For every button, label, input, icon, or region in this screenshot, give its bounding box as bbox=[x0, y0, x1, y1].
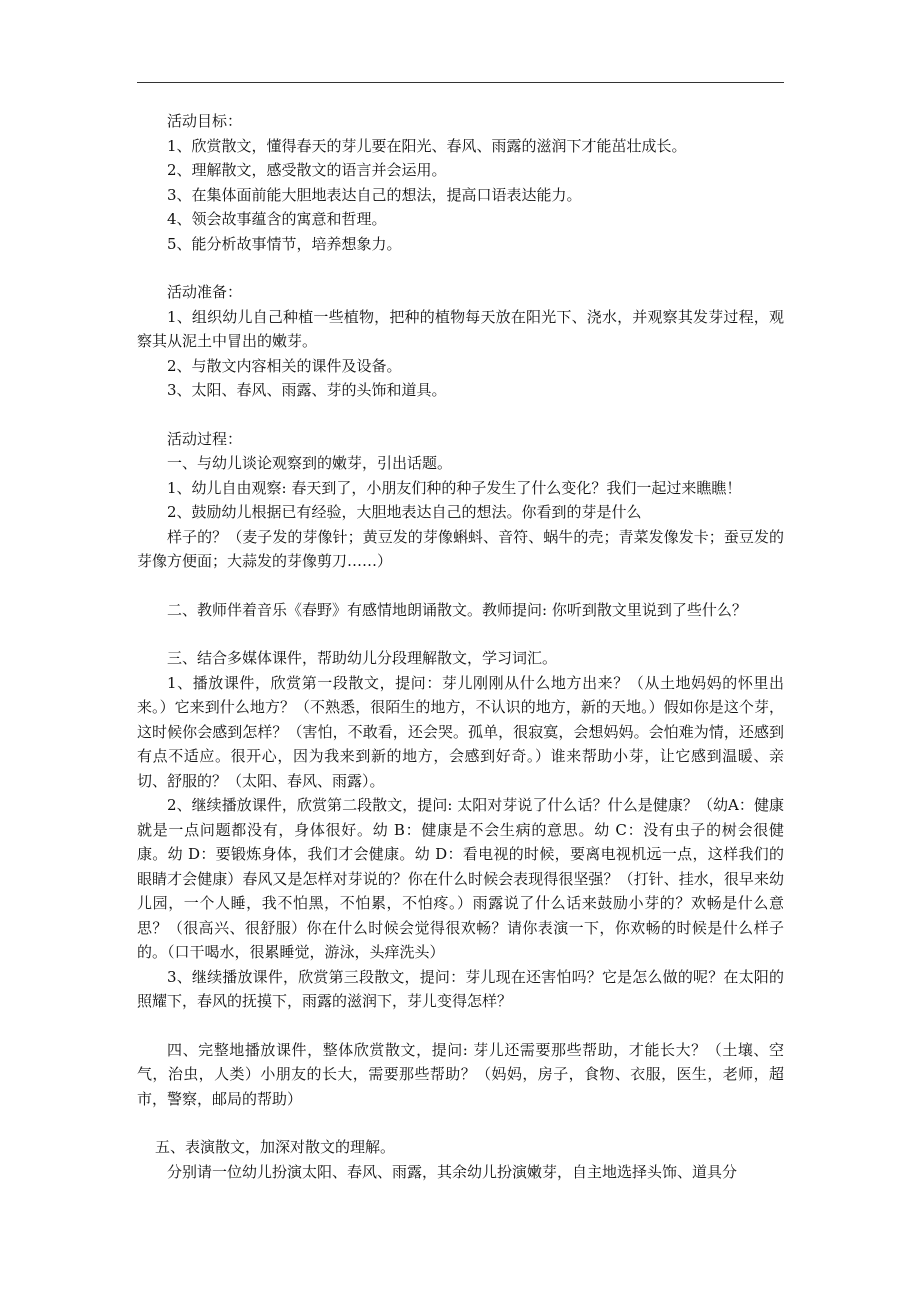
part2-title: 二、教师伴着音乐《春野》有感情地朗诵散文。教师提问: 你听到散文里说到了些什么？ bbox=[167, 600, 747, 619]
part3-paragraph: 3、继续播放课件，欣赏第三段散文，提问：芽儿现在还害怕吗？它是怎么做的呢？在太阳的照耀下，春风的抚摸下，雨露的滋润下，芽儿变得怎样？ bbox=[137, 967, 784, 1010]
goal-item: 2、理解散文，感受散文的语言并会运用。 bbox=[167, 161, 447, 179]
part3-section bbox=[137, 646, 784, 1014]
part5-paragraph: 分别请一位幼儿扮演太阳、春风、雨露，其余幼儿扮演嫩芽，自主地选择头饰、道具分 bbox=[167, 1162, 738, 1181]
part4-title: 四、完整地播放课件，整体欣赏散文，提问: 芽儿还需要那些帮助，才能长大？（土壤、空气，治虫，人类）小朋友的长大，需要那些帮助？（妈妈，房子，食物、衣服，医生，老师，超市，警察，邮局的帮助） bbox=[137, 1040, 784, 1108]
process-section bbox=[137, 427, 784, 574]
part4-section bbox=[137, 1038, 784, 1112]
part1-title: 一、与幼儿谈论观察到的嫩芽，引出话题。 bbox=[167, 454, 453, 472]
prep-heading: 活动准备： bbox=[167, 283, 243, 301]
document-body bbox=[137, 109, 784, 1184]
header-rule bbox=[137, 82, 784, 83]
part5-section bbox=[137, 1135, 784, 1184]
part3-paragraph: 1、播放课件，欣赏第一段散文，提问：芽儿刚刚从什么地方出来？（从土地妈妈的怀里出来。）它来到什么地方？（不熟悉，很陌生的地方，不认识的地方，新的天地。）假如你是这个芽，这时候你会感到怎样？（害怕，不敢看，还会哭。孤单，很寂寞，会想妈妈。会怕难为情，还感到有点不适应。很开心，因为我来到新的地方，会感到好奇。）谁来帮助小芽，让它感到温暖、亲切、舒服的？（太阳、春风、雨露）。 bbox=[137, 673, 784, 790]
goal-item: 5、能分析故事情节，培养想象力。 bbox=[167, 234, 402, 253]
prep-section bbox=[137, 280, 784, 403]
part5-title: 五、表演散文，加深对散文的理解。 bbox=[155, 1138, 396, 1156]
goal-item: 3、在集体面前能大胆地表达自己的想法，提高口语表达能力。 bbox=[167, 185, 582, 204]
part3-paragraph: 2、继续播放课件，欣赏第二段散文，提问: 太阳对芽说了什么话？什么是健康？（幼A：健康就是一点问题都没有，身体很好。幼 B：健康是不会生病的意思。幼 C：没有虫子的树会很健康。幼 D：要锻炼身体，我们才会健康。幼 D：看电视的时候，要离电视机远一点，这样我们的眼睛才会健康）春风又是怎样对芽说的？你在什么时候会表现得很坚强？（打针、挂水，很早来幼儿园，一个人睡，我不怕黑，不怕累，不怕疼。）雨露说了什么话来鼓励小芽的？欢畅是什么意思？（很高兴、很舒服）你在什么时候会觉得很欢畅？请你表演一下，你欢畅的时候是什么样子的。（口干喝水，很累睡觉，游泳，头痒洗头） bbox=[137, 796, 784, 961]
goal-item: 4、领会故事蕴含的寓意和哲理。 bbox=[167, 210, 387, 228]
part1-paragraph: 2、鼓励幼儿根据已有经验，大胆地表达自己的想法。你看到的芽是什么 bbox=[167, 503, 642, 521]
part1-paragraph: 1、幼儿自由观察: 春天到了，小朋友们种的种子发生了什么变化？我们一起过来瞧瞧！ bbox=[167, 478, 742, 497]
prep-item: 2、与散文内容相关的课件及设备。 bbox=[167, 356, 402, 375]
goals-section bbox=[137, 109, 784, 256]
process-heading: 活动过程： bbox=[167, 429, 243, 448]
goals-heading: 活动目标： bbox=[167, 112, 243, 130]
prep-item: 1、组织幼儿自己种植一些植物，把种的植物每天放在阳光下、浇水，并观察其发芽过程，观察其从泥土中冒出的嫩芽。 bbox=[137, 307, 784, 350]
part3-title: 三、结合多媒体课件，帮助幼儿分段理解散文，学习词汇。 bbox=[167, 649, 558, 667]
prep-item: 3、太阳、春风、雨露、芽的头饰和道具。 bbox=[167, 381, 447, 399]
part1-paragraph: 样子的？（麦子发的芽像针；黄豆发的芽像蝌蚪、音符、蜗牛的壳；青菜发像发卡；蚕豆发的芽像方便面；大蒜发的芽像剪刀……） bbox=[137, 527, 784, 570]
part2-section bbox=[137, 598, 784, 623]
goal-item: 1、欣赏散文，懂得春天的芽儿要在阳光、春风、雨露的滋润下才能茁壮成长。 bbox=[167, 136, 687, 155]
